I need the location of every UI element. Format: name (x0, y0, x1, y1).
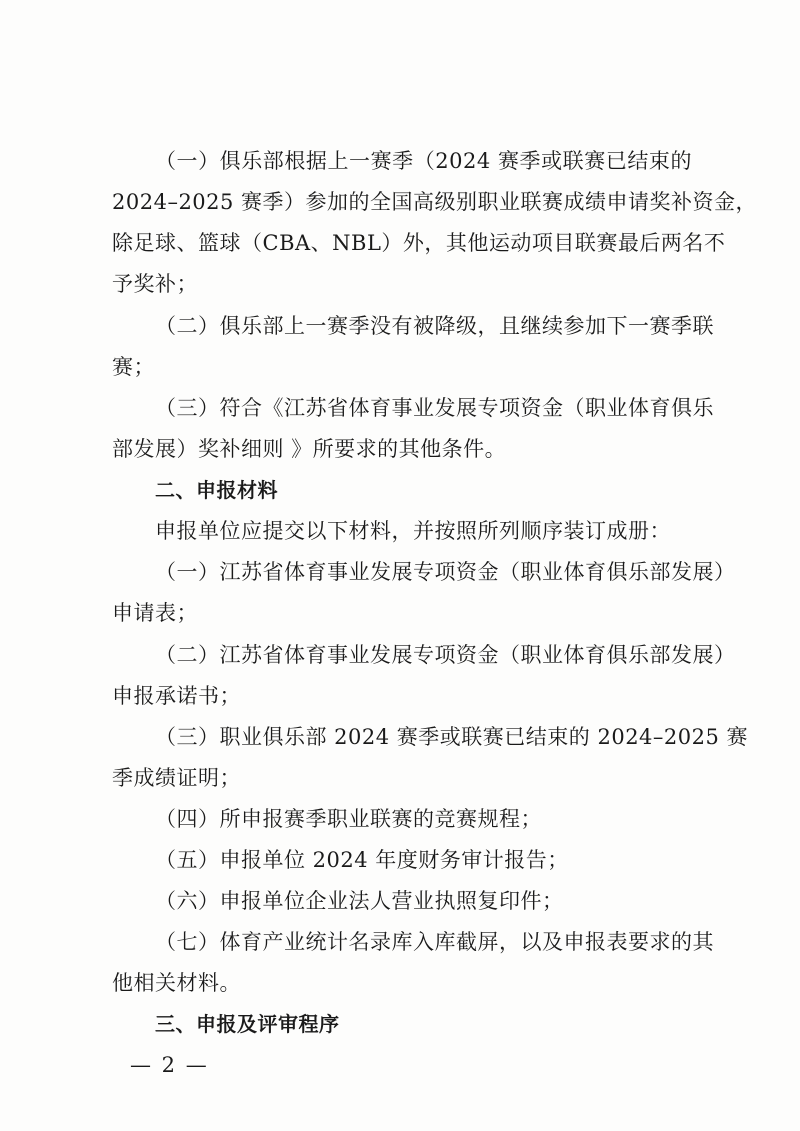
section-heading: 二、申报材料 (155, 478, 278, 502)
paragraph-line: （三）符合《江苏省体育事业发展专项资金（职业体育俱乐 (155, 396, 714, 420)
paragraph-line: 予奖补； (112, 272, 198, 296)
paragraph-line: 除足球、篮球（CBA、NBL）外，其他运动项目联赛最后两名不 (112, 231, 726, 255)
paragraph-line: 他相关材料。 (112, 971, 241, 995)
page-number: — 2 — (130, 1053, 209, 1077)
paragraph-line: 季成绩证明； (112, 766, 241, 790)
paragraph-line: （二）俱乐部上一赛季没有被降级，且继续参加下一赛季联 (155, 314, 714, 338)
paragraph-line: （一）俱乐部根据上一赛季（2024 赛季或联赛已结束的 (155, 149, 692, 173)
paragraph-line: （二）江苏省体育事业发展专项资金（职业体育俱乐部发展） (155, 643, 736, 667)
paragraph-line: 申报单位应提交以下材料，并按照所列顺序装订成册： (155, 519, 671, 543)
section-heading: 三、申报及评审程序 (155, 1012, 340, 1036)
paragraph-line: 申报承诺书； (112, 684, 241, 708)
paragraph-line: 2024–2025 赛季）参加的全国高级别职业联赛成绩申请奖补资金， (112, 190, 758, 214)
paragraph-line: （四）所申报赛季职业联赛的竞赛规程； (155, 807, 542, 831)
paragraph-line: 赛； (112, 355, 155, 379)
paragraph-line: （五）申报单位 2024 年度财务审计报告； (155, 848, 569, 872)
paragraph-line: 申请表； (112, 601, 198, 625)
paragraph-line: （一）江苏省体育事业发展专项资金（职业体育俱乐部发展） (155, 560, 736, 584)
paragraph-line: （七）体育产业统计名录库入库截屏，以及申报表要求的其 (155, 930, 714, 954)
paragraph-line: （三）职业俱乐部 2024 赛季或联赛已结束的 2024–2025 赛 (155, 725, 749, 749)
paragraph-line: 部发展）奖补细则 》所要求的其他条件。 (112, 437, 507, 461)
paragraph-line: （六）申报单位企业法人营业执照复印件； (155, 889, 564, 913)
